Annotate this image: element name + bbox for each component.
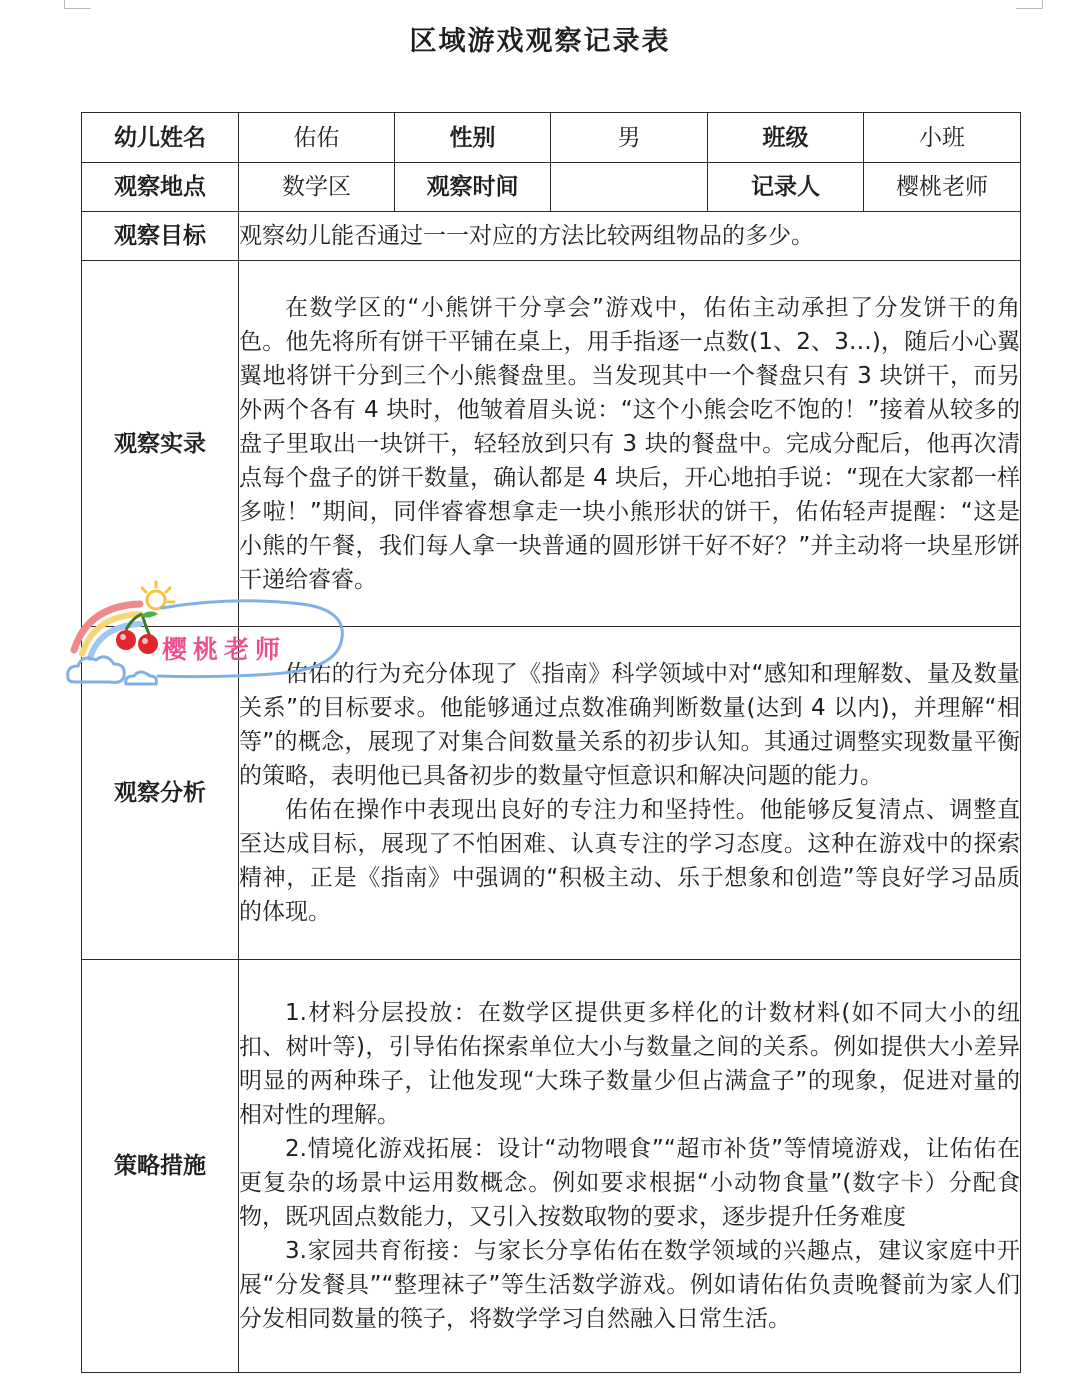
- document-title: 区域游戏观察记录表: [409, 26, 671, 57]
- strategy-label: 策略措施: [82, 960, 239, 1373]
- sun-icon: [142, 582, 174, 609]
- strategy-content: [239, 960, 1021, 1373]
- location-value: 数学区: [239, 163, 395, 212]
- analysis-content: [239, 627, 1021, 960]
- class-value: 小班: [864, 113, 1021, 163]
- goal-row: [82, 212, 1021, 261]
- class-label: 班级: [708, 113, 864, 163]
- record-content: [239, 261, 1021, 627]
- goal-label: 观察目标: [82, 212, 239, 261]
- strategy-paragraph-1: 1.材料分层投放：在数学区提供更多样化的计数材料(如不同大小的纽扣、树叶等)，引导佑佑探索单位大小与数量之间的关系。例如提供大小差异明显的两种珠子，让他发现“大珠子数量少但占满盒子”的现象，促进对量的相对性的理解。: [239, 1000, 1020, 1128]
- cloud-icon: [68, 657, 125, 683]
- recorder-label: 记录人: [708, 163, 864, 212]
- page-corner-mark-right: [1016, 0, 1043, 9]
- location-label: 观察地点: [82, 163, 239, 212]
- goal-value: 观察幼儿能否通过一一对应的方法比较两组物品的多少。: [239, 212, 1021, 261]
- record-label: 观察实录: [82, 261, 239, 627]
- time-value: [551, 163, 708, 212]
- info-row-1: [82, 113, 1021, 163]
- strategy-paragraph-3: 3.家园共育衔接：与家长分享佑佑在数学领域的兴趣点，建议家庭中开展“分发餐具”“整理袜子”等生活数学游戏。例如请佑佑负责晚餐前为家人们分发相同数量的筷子，将数学学习自然融入日常生活。: [239, 1238, 1020, 1332]
- record-row: [82, 261, 1021, 627]
- watermark-text: 樱桃老师: [162, 635, 287, 664]
- strategy-row: [82, 960, 1021, 1373]
- gender-value: 男: [551, 113, 708, 163]
- page-corner-mark-left: [64, 0, 91, 9]
- info-row-2: [82, 163, 1021, 212]
- time-label: 观察时间: [395, 163, 551, 212]
- recorder-value: 樱桃老师: [864, 163, 1021, 212]
- analysis-paragraph-2: 佑佑在操作中表现出良好的专注力和坚持性。他能够反复清点、调整直至达成目标，展现了不怕困难、认真专注的学习态度。这种在游戏中的探索精神，正是《指南》中强调的“积极主动、乐于想象和创造”等良好学习品质的体现。: [239, 797, 1020, 925]
- child-name-value: 佑佑: [239, 113, 395, 163]
- child-name-label: 幼儿姓名: [82, 113, 239, 163]
- record-paragraph: 在数学区的“小熊饼干分享会”游戏中，佑佑主动承担了分发饼干的角色。他先将所有饼干平铺在桌上，用手指逐一点数(1、2、3…)，随后小心翼翼地将饼干分到三个小熊餐盘里。当发现其中一个餐盘只有 3 块饼干，而另外两个各有 4 块时，他皱着眉头说：“这个小熊会吃不饱的！”接着从较多的盘子里取出一块饼干，轻轻放到只有 3 块的餐盘中。完成分配后，他再次清点每个盘子的饼干数量，确认都是 4 块后，开心地拍手说：“现在大家都一样多啦！”期间，同伴睿睿想拿走一块小熊形状的饼干，佑佑轻声提醒：“这是小熊的午餐，我们每人拿一块普通的圆形饼干好不好？”并主动将一块星形饼干递给睿睿。: [239, 294, 1020, 593]
- cloud-icon-small: [126, 672, 157, 684]
- observation-record-table: [81, 112, 1021, 1373]
- strategy-paragraph-2: 2.情境化游戏拓展：设计“动物喂食”“超市补货”等情境游戏，让佑佑在更复杂的场景中运用数概念。例如要求根据“小动物食量”(数字卡）分配食物，既巩固点数能力，又引入按数取物的要求，逐步提升任务难度: [239, 1136, 1020, 1230]
- gender-label: 性别: [395, 113, 551, 163]
- analysis-paragraph-1: 佑佑的行为充分体现了《指南》科学领域中对“感知和理解数、量及数量关系”的目标要求。他能够通过点数准确判断数量(达到 4 以内)，并理解“相等”的概念，展现了对集合间数量关系的初步认知。其通过调整实现数量平衡的策略，表明他已具备初步的数量守恒意识和解决问题的能力。: [239, 661, 1020, 789]
- analysis-label: 观察分析: [82, 627, 239, 960]
